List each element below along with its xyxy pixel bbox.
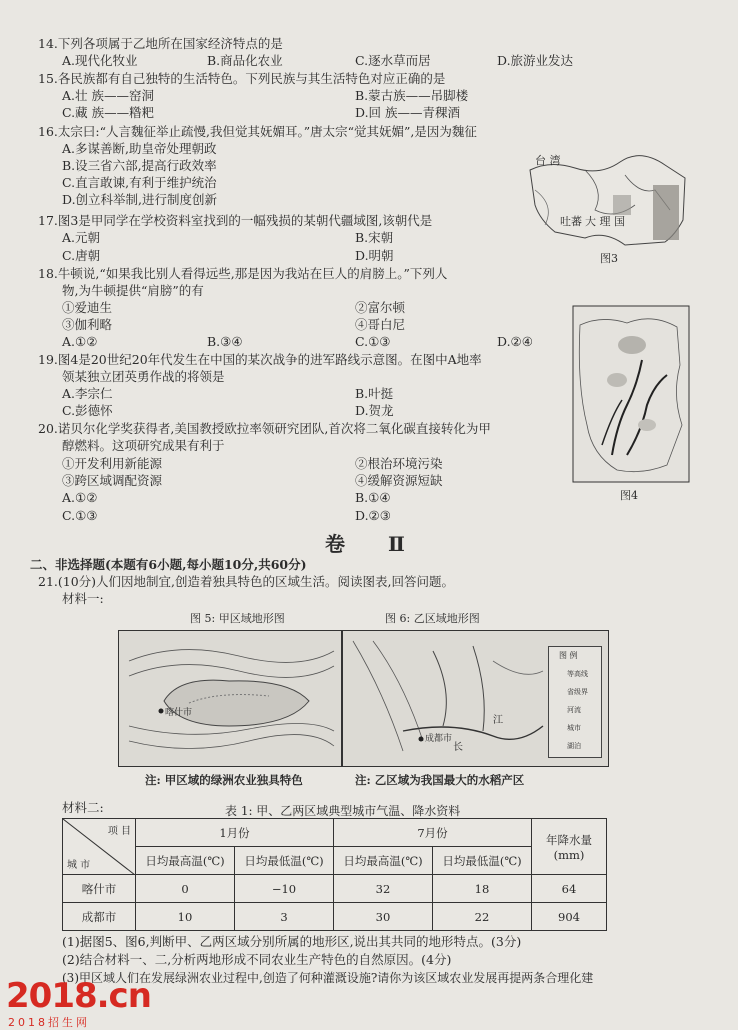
diag-top-label: 项 目 — [107, 826, 131, 837]
q15-option-b: B.蒙古族——吊脚楼 — [355, 88, 469, 103]
q17-option-d: D.明朝 — [355, 248, 394, 263]
section-title: 卷 Ⅱ — [325, 532, 423, 556]
figure-5-map — [118, 630, 342, 767]
q17-option-b: B.宋朝 — [355, 230, 394, 245]
q14-option-b: B.商品化农业 — [207, 53, 283, 68]
q18-item-4: ④哥白尼 — [355, 317, 406, 332]
q18-option-c: C.①③ — [355, 334, 391, 349]
fig6-title: 图 6: 乙区域地形图 — [385, 612, 480, 625]
legend-item: 河流 — [567, 706, 581, 714]
fig6-city-label: 成都市 — [425, 734, 453, 744]
cell-jul-min: 18 — [433, 875, 532, 903]
q15-option-a: A.壮 族——窑洞 — [62, 88, 154, 103]
legend-item: 省级界 — [567, 688, 588, 696]
cell-rain: 904 — [532, 903, 607, 931]
legend-item: 湖泊 — [567, 742, 581, 750]
row-city: 喀什市 — [63, 875, 136, 903]
q19-option-a: A.李宗仁 — [62, 386, 113, 401]
q17-option-a: A.元朝 — [62, 230, 101, 245]
q18-option-a: A.①② — [62, 334, 98, 349]
q20-item-4: ④缓解资源短缺 — [355, 473, 443, 488]
q17-option-c: C.唐朝 — [62, 248, 101, 263]
q15-option-d: D.回 族——青稞酒 — [355, 105, 461, 120]
header-rain: 年降水量(mm) — [532, 819, 607, 875]
q20-stem-line1: 20.诺贝尔化学奖获得者,美国教授欧拉率领研究团队,首次将二氧化碳直接转化为甲 — [38, 421, 491, 436]
q21-stem: 21.(10分)人们因地制宜,创造着独具特色的区域生活。阅读图表,回答问题。 — [38, 574, 454, 589]
q19-stem-line2: 领某独立团英勇作战的将领是 — [62, 369, 225, 384]
climate-table — [62, 818, 607, 931]
q18-option-b: B.③④ — [207, 334, 243, 349]
watermark-small: 2018招生网 — [8, 1016, 90, 1029]
q14-option-a: A.现代化牧业 — [62, 53, 138, 68]
subheader-jan-min: 日均最低温(℃) — [235, 847, 334, 875]
fig3-label-3: 大 理 国 — [585, 215, 625, 228]
q18-stem-line2: 物,为牛顿提供“肩膀”的有 — [62, 283, 204, 298]
q20-option-d: D.②③ — [355, 508, 391, 523]
cell-jan-max: 0 — [136, 875, 235, 903]
q17-stem: 17.图3是甲同学在学校资料室找到的一幅残损的某朝代疆域图,该朝代是 — [38, 213, 433, 228]
sub-question-1: (1)据图5、图6,判断甲、乙两区域分别所属的地形区,说出其共同的地形特点。(3分) — [62, 934, 522, 949]
fig4-caption: 图4 — [620, 489, 638, 502]
q19-stem-line1: 19.图4是20世纪20年代发生在中国的某次战争的进军路线示意图。在图中A地率 — [38, 352, 482, 367]
sub-question-3: (3)甲区域人们在发展绿洲农业过程中,创造了何种灌溉设施?请你为该区域农业发展再提两条合理化建 — [62, 971, 594, 985]
cell-jul-max: 30 — [334, 903, 433, 931]
q16-option-a: A.多谋善断,助皇帝处理朝政 — [62, 141, 217, 156]
q19-option-c: C.彭德怀 — [62, 403, 113, 418]
cell-jan-max: 10 — [136, 903, 235, 931]
q14-option-d: D.旅游业发达 — [497, 53, 574, 68]
q18-item-3: ③伽利略 — [62, 317, 113, 332]
q16-option-d: D.创立科举制,进行制度创新 — [62, 192, 218, 207]
q20-option-b: B.①④ — [355, 490, 391, 505]
q19-option-d: D.贺龙 — [355, 403, 394, 418]
subheader-jul-max: 日均最高温(℃) — [334, 847, 433, 875]
row-city: 成都市 — [63, 903, 136, 931]
legend-title: 图 例 — [559, 651, 578, 660]
fig5-note: 注: 甲区域的绿洲农业独具特色 — [145, 773, 303, 787]
fig3-label-2: 吐蕃 — [560, 215, 582, 228]
table-caption: 表 1: 甲、乙两区域典型城市气温、降水资料 — [225, 804, 461, 818]
part2-header: 二、非选择题(本题有6小题,每小题10分,共60分) — [30, 557, 307, 572]
q18-item-2: ②富尔顿 — [355, 300, 406, 315]
q16-option-c: C.直言敢谏,有利于维护统治 — [62, 175, 217, 190]
cell-jul-min: 22 — [433, 903, 532, 931]
q20-item-3: ③跨区域调配资源 — [62, 473, 163, 488]
q20-option-c: C.①③ — [62, 508, 98, 523]
subheader-jul-min: 日均最低温(℃) — [433, 847, 532, 875]
fig6-legend — [548, 646, 602, 758]
q19-option-b: B.叶挺 — [355, 386, 394, 401]
q15-option-c: C.藏 族——糌粑 — [62, 105, 155, 120]
q18-stem-line1: 18.牛顿说,“如果我比别人看得远些,那是因为我站在巨人的肩膀上。”下列人 — [38, 266, 448, 281]
diag-bottom-label: 城 市 — [67, 860, 91, 871]
subheader-jan-max: 日均最高温(℃) — [136, 847, 235, 875]
q15-stem: 15.各民族都有自己独特的生活特色。下列民族与其生活特色对应正确的是 — [38, 71, 446, 86]
sub-question-2: (2)结合材料一、二,分析两地形成不同农业生产特色的自然原因。(4分) — [62, 952, 452, 967]
header-jul: 7月份 — [334, 819, 532, 847]
material-2-label: 材料二: — [62, 800, 104, 815]
q14-option-c: C.逐水草而居 — [355, 53, 431, 68]
cell-jan-min: −10 — [235, 875, 334, 903]
table-diagonal-header — [63, 819, 136, 875]
fig5-city-label: 喀什市 — [165, 708, 193, 718]
q20-item-2: ②根治环境污染 — [355, 456, 443, 471]
figure-4-map — [572, 305, 690, 483]
cell-jul-max: 32 — [334, 875, 433, 903]
cell-rain: 64 — [532, 875, 607, 903]
table-row — [63, 903, 607, 931]
cell-jan-min: 3 — [235, 903, 334, 931]
q20-item-1: ①开发利用新能源 — [62, 456, 163, 471]
q18-option-d: D.②④ — [497, 334, 533, 349]
legend-item: 城市 — [567, 724, 581, 732]
material-1-label: 材料一: — [62, 591, 104, 606]
fig6-river-label-2: 江 — [493, 715, 503, 726]
fig5-title: 图 5: 甲区域地形图 — [190, 612, 285, 625]
q16-stem: 16.太宗曰:“人言魏征举止疏慢,我但觉其妩媚耳。”唐太宗“觉其妩媚”,是因为魏征 — [38, 124, 477, 139]
q14-stem: 14.下列各项属于乙地所在国家经济特点的是 — [38, 36, 283, 51]
fig3-label-1: 台 湾 — [535, 154, 561, 167]
q18-item-1: ①爱迪生 — [62, 300, 113, 315]
q16-option-b: B.设三省六部,提高行政效率 — [62, 158, 217, 173]
fig6-river-label-1: 长 — [453, 742, 463, 753]
watermark-logo — [6, 976, 151, 1029]
watermark-big: 2018.cn — [6, 976, 151, 1016]
fig3-caption: 图3 — [600, 252, 618, 265]
q20-stem-line2: 醇燃料。这项研究成果有利于 — [62, 438, 225, 453]
fig6-note: 注: 乙区域为我国最大的水稻产区 — [355, 773, 525, 787]
q20-option-a: A.①② — [62, 490, 98, 505]
figure-6-map — [342, 630, 609, 767]
header-jan: 1月份 — [136, 819, 334, 847]
table-row — [63, 875, 607, 903]
legend-item: 等高线 — [567, 670, 588, 678]
